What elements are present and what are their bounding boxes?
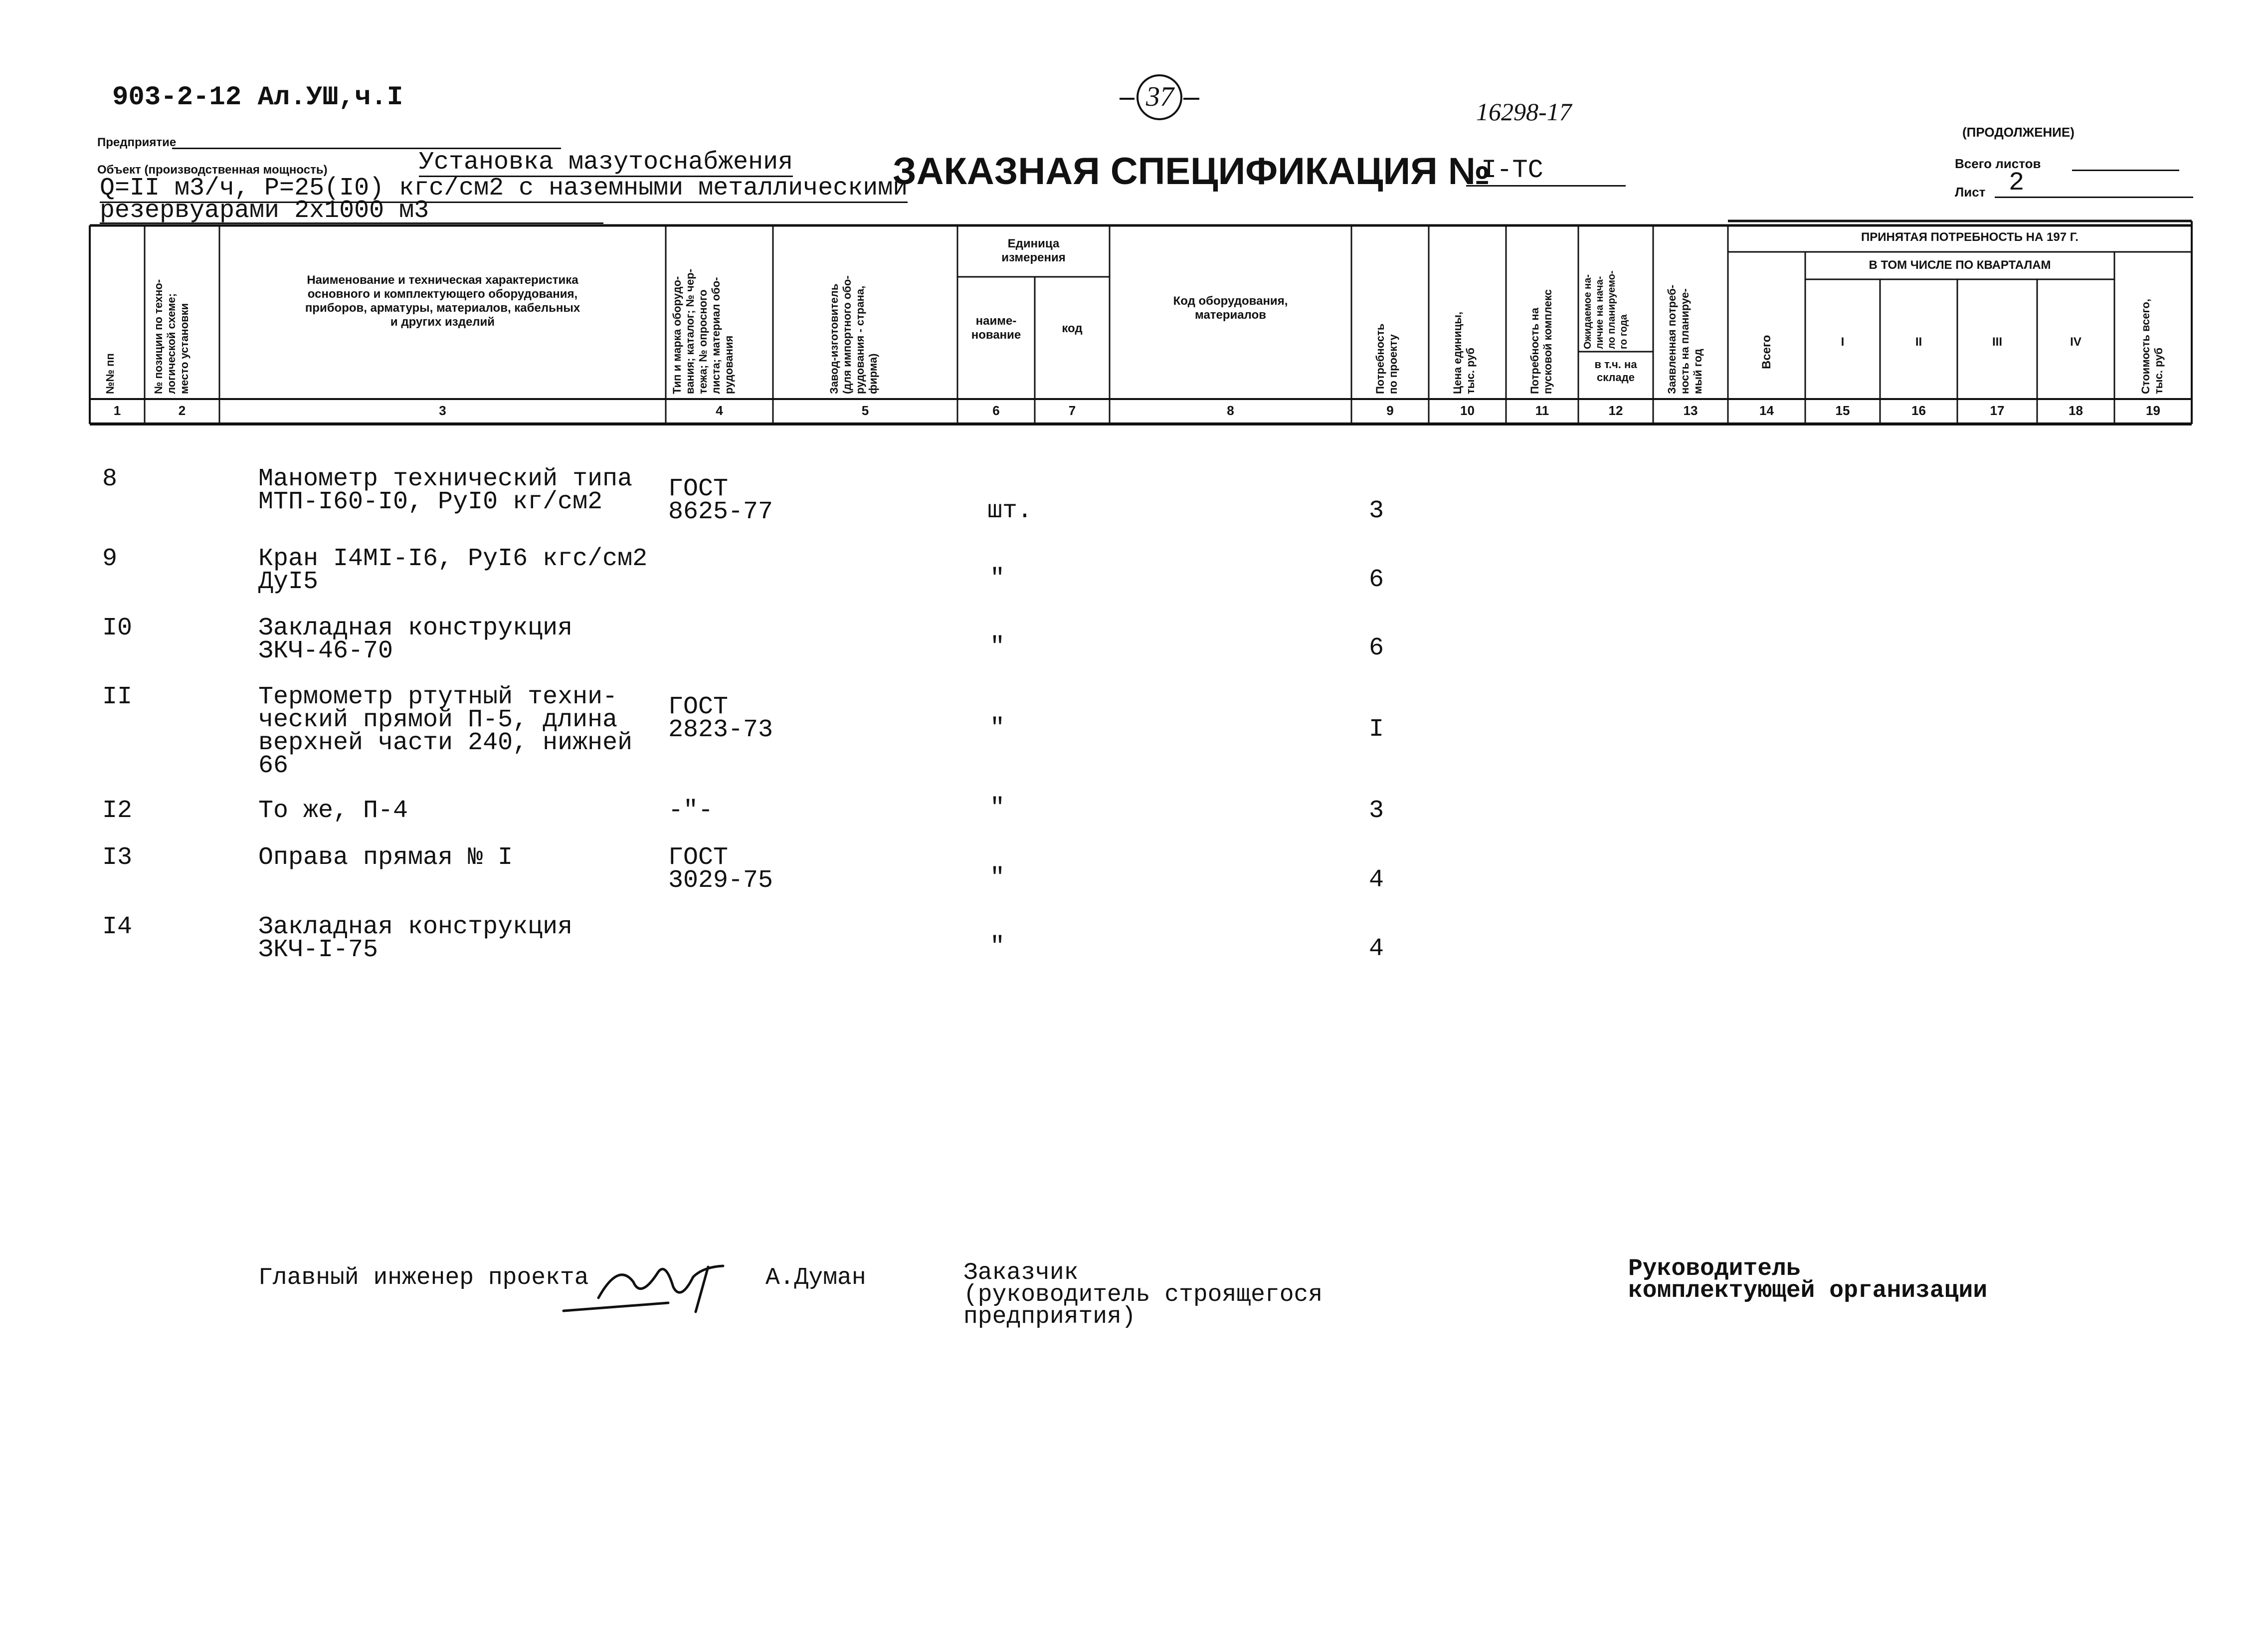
chief-engineer-label: Главный инженер проекта — [258, 1264, 589, 1291]
col-number-19: 19 — [2146, 403, 2160, 418]
item-name: Закладная конструкция ЗКЧ-46-70 — [258, 614, 573, 665]
item-quantity: I — [1369, 715, 1384, 744]
col-header-accepted-need: ПРИНЯТАЯ ПОТРЕБНОСТЬ НА 197 Г. — [1861, 230, 2079, 244]
col-header-name: Наименование и техническая характеристика основного и комплектующего оборудования, приборов, арматуры, материалов, кабельных и других изделий — [305, 273, 580, 329]
col-number-6: 6 — [992, 403, 1000, 418]
col-number-2: 2 — [178, 403, 186, 418]
col-header-unit-group: Единица измерения — [1001, 237, 1066, 264]
item-type: ГОСТ 2823-73 — [668, 693, 773, 744]
col-header-manufacturer: Завод-изготовитель (для импортного обо- рудования - страна, фирма) — [828, 275, 879, 394]
item-unit: " — [990, 864, 1005, 892]
row-number: I0 — [102, 614, 133, 642]
signature-icon — [559, 1252, 743, 1322]
inventory-number: 16298-17 — [1476, 98, 1572, 126]
col-header-row-number: №№ пп — [104, 353, 116, 394]
row-number: I2 — [102, 797, 133, 825]
col-number-9: 9 — [1386, 403, 1394, 418]
col-header-q3: III — [1992, 335, 2002, 349]
item-name: Закладная конструкция ЗКЧ-I-75 — [258, 913, 573, 964]
col-header-quarters: В ТОМ ЧИСЛЕ ПО КВАРТАЛАМ — [1869, 258, 2051, 272]
col-header-position: № позиции по техно- логической схеме; место установки — [152, 279, 190, 394]
col-header-project-need: Потребность по проекту — [1374, 323, 1399, 394]
item-unit: шт. — [987, 497, 1033, 525]
col-number-16: 16 — [1911, 403, 1926, 418]
item-unit: " — [990, 565, 1005, 593]
col-number-11: 11 — [1535, 403, 1549, 418]
col-header-declared-need: Заявленная потреб- ность на планируе- мый год — [1666, 284, 1704, 394]
item-name: Кран I4МI-I6, РуI6 кгс/см2 ДуI5 — [258, 545, 648, 596]
document-title: ЗАКАЗНАЯ СПЕЦИФИКАЦИЯ № — [893, 150, 1491, 193]
item-unit: " — [990, 794, 1005, 823]
col-header-in-warehouse: в т.ч. на складе — [1594, 358, 1637, 384]
row-number: I4 — [102, 913, 133, 941]
item-type: ГОСТ 3029-75 — [668, 843, 773, 895]
item-quantity: 6 — [1369, 634, 1384, 662]
col-number-8: 8 — [1227, 403, 1234, 418]
sheet-value: 2 — [1995, 170, 2193, 198]
continuation-label: (ПРОДОЛЖЕНИЕ) — [1962, 125, 2075, 140]
enterprise-label: Предприятие — [97, 136, 177, 149]
col-number-14: 14 — [1759, 403, 1774, 418]
row-number: 8 — [102, 465, 118, 493]
item-quantity: 3 — [1369, 797, 1384, 825]
col-number-5: 5 — [861, 403, 869, 418]
item-unit: " — [990, 633, 1005, 661]
spec-number: I-ТС — [1466, 156, 1626, 187]
col-number-13: 13 — [1683, 403, 1698, 418]
sheet-label: Лист — [1955, 185, 1986, 200]
supplier-signature-block: Руководитель комплектующей организации — [1628, 1255, 1988, 1304]
item-type: -"- — [668, 797, 714, 825]
object-line-1: Установка мазутоснабжения — [419, 148, 793, 177]
col-number-12: 12 — [1608, 403, 1623, 418]
row-number: I3 — [102, 843, 133, 872]
col-header-startup-need: Потребность на пусковой комплекс — [1528, 289, 1554, 394]
col-header-total: Всего — [1760, 335, 1773, 369]
item-type: ГОСТ 8625-77 — [668, 475, 773, 526]
chief-engineer-name: А.Думан — [765, 1264, 866, 1291]
col-header-total-cost: Стоимость всего, тыс. руб — [2139, 299, 2165, 394]
page-number-stamp — [1120, 70, 1199, 125]
col-number-15: 15 — [1835, 403, 1850, 418]
item-name: Термометр ртутный техни- ческий прямой П-5, длина верхней части 240, нижней 66 — [258, 683, 633, 780]
col-number-3: 3 — [439, 403, 446, 418]
item-unit: " — [990, 714, 1005, 743]
col-number-1: 1 — [113, 403, 121, 418]
row-number: II — [102, 683, 133, 711]
col-header-expected-stock: Ожидаемое на- личие на нача- ло планируемо- го года — [1582, 270, 1629, 349]
col-header-q4: IV — [2070, 335, 2081, 349]
col-header-q2: II — [1915, 335, 1922, 349]
item-unit: " — [990, 933, 1005, 961]
col-number-17: 17 — [1990, 403, 2005, 418]
col-number-7: 7 — [1068, 403, 1076, 418]
page-number: 37 — [1146, 81, 1174, 112]
object-label: Объект (производственная мощность) — [97, 163, 328, 177]
item-quantity: 4 — [1369, 935, 1384, 963]
col-header-type: Тип и марка оборудо- вания; каталог; № чер- тежа; № опросного листа; материал обо- рудования — [671, 269, 735, 394]
item-name: Оправа прямая № I — [258, 843, 513, 872]
col-number-18: 18 — [2069, 403, 2083, 418]
col-header-q1: I — [1841, 335, 1845, 349]
row-number: 9 — [102, 545, 118, 573]
col-number-10: 10 — [1460, 403, 1475, 418]
item-quantity: 6 — [1369, 566, 1384, 594]
object-line-3: резервуарами 2х1000 м3 — [100, 200, 603, 224]
document-code: 903-2-12 Ал.УШ,ч.I — [112, 82, 403, 113]
item-quantity: 3 — [1369, 497, 1384, 525]
object-line-2: Q=II м3/ч, Р=25(I0) кгс/см2 с наземными металлическими — [100, 174, 908, 203]
col-number-4: 4 — [716, 403, 723, 418]
item-quantity: 4 — [1369, 866, 1384, 894]
total-sheets-label: Всего листов — [1955, 156, 2041, 171]
item-name: То же, П-4 — [258, 797, 408, 825]
customer-signature-block: Заказчик (руководитель строящегося предприятия) — [963, 1259, 1323, 1330]
col-header-unit-code: код — [1062, 322, 1083, 335]
col-header-unit-price: Цена единицы, тыс. руб — [1451, 311, 1477, 394]
item-name: Манометр технический типа МТП-I60-I0, РуI0 кг/см2 — [258, 465, 633, 516]
col-header-unit-name: наиме- нование — [971, 314, 1021, 342]
col-header-equipment-code: Код оборудования, материалов — [1173, 294, 1288, 322]
